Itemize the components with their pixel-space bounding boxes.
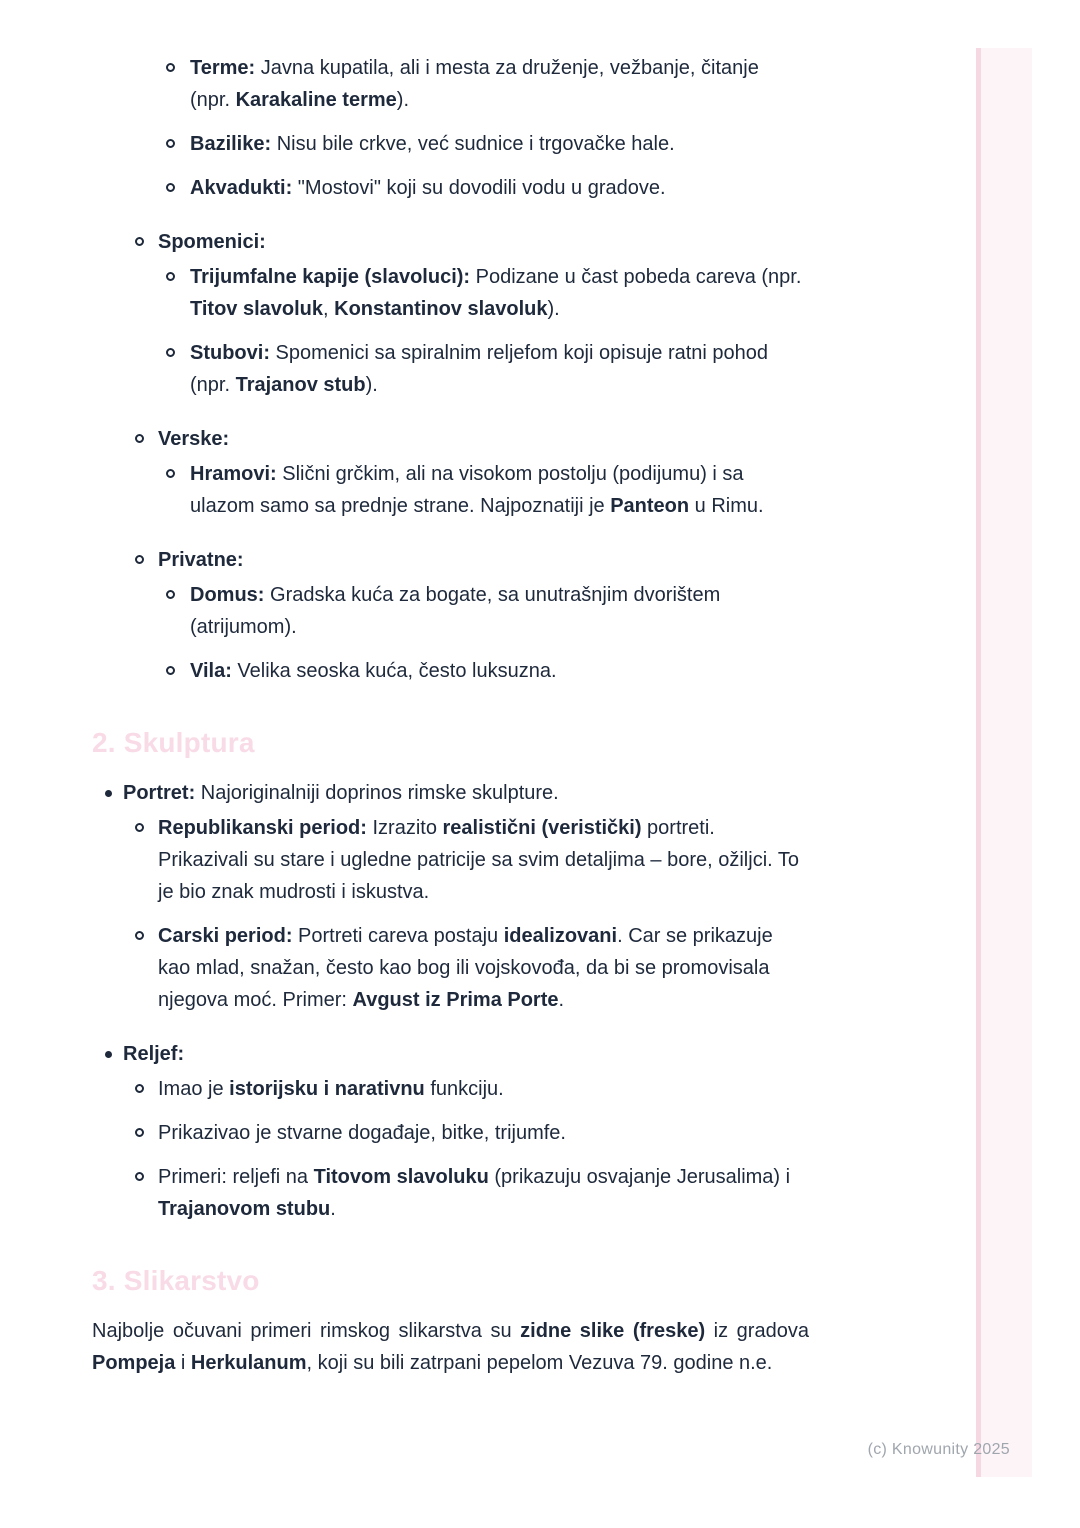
item-text: Hramovi: Slični grčkim, ali na visokom postolju (podijumu) i sa ulazom samo sa prednje strane. Najpoznatiji je Panteon u Rimu. [190,463,764,517]
item-text: Trijumfalne kapije (slavoluci): Podizane u čast pobeda careva (npr. Titov slavoluk, Konstantinov slavoluk). [190,266,802,320]
item-text: Stubovi: Spomenici sa spiralnim reljefom koji opisuje ratni pohod (npr. Trajanov stub). [190,342,769,396]
section-heading-skulptura: 2. Skulptura [92,727,255,758]
list-item [92,655,972,687]
bullet-circle-icon [166,469,175,478]
bullet-circle-icon [135,931,144,940]
list-item [92,920,972,1016]
item-text: Vila: Velika seoska kuća, često luksuzna. [190,660,557,682]
bullet-circle-icon [166,666,175,675]
bullet-circle-icon [166,63,175,72]
item-text: Republikanski period: Izrazito realistični (veristički) portreti. Prikazivali su stare i ugledne patricije sa svim detaljima – bore, ožiljci. To je bio znak mudrosti i iskustva. [158,817,800,903]
item-text: Reljef: [123,1043,185,1065]
bullet-circle-icon [135,237,144,246]
list-item [92,172,972,204]
bullet-circle-icon [166,183,175,192]
list-item [92,1161,972,1225]
item-text: Prikazivao je stvarne događaje, bitke, trijumfe. [158,1122,566,1144]
bullet-circle-icon [166,348,175,357]
paragraph [92,1315,972,1379]
list-item [92,337,972,401]
bullet-circle-icon [166,590,175,599]
list-item [92,128,972,160]
item-text: Imao je istorijsku i narativnu funkciju. [158,1078,504,1100]
bullet-circle-icon [166,139,175,148]
item-text: Domus: Gradska kuća za bogate, sa unutrašnjim dvorištem (atrijumom). [190,584,721,638]
item-text: Privatne: [158,549,244,571]
bullet-circle-icon [166,272,175,281]
bullet-disc-icon [105,790,112,797]
list-item [92,1038,972,1070]
page-edge-strip [976,48,1032,1477]
item-text: Verske: [158,428,230,450]
list-item [92,1117,972,1149]
item-text: Terme: Javna kupatila, ali i mesta za druženje, vežbanje, čitanje (npr. Karakaline terme). [190,57,759,111]
list-item [92,812,972,908]
bullet-circle-icon [135,1128,144,1137]
item-text: Bazilike: Nisu bile crkve, već sudnice i trgovačke hale. [190,133,675,155]
list-item [92,458,972,522]
document-content [92,52,972,1379]
item-text: Carski period: Portreti careva postaju idealizovani. Car se prikazuje kao mlad, snažan, često kao bog ili vojskovođa, da bi se promovisala njegova moć. Primer: Avgust iz Prima Porte. [158,925,773,1011]
item-text: Akvadukti: "Mostovi" koji su dovodili vodu u gradove. [190,177,666,199]
item-text: Primeri: reljefi na Titovom slavoluku (prikazuju osvajanje Jerusalima) i Trajanovom stubu. [158,1166,791,1220]
bullet-circle-icon [135,555,144,564]
bullet-circle-icon [135,434,144,443]
bullet-circle-icon [135,1172,144,1181]
item-text: Najbolje očuvani primeri rimskog slikarstva su zidne slike (freske) iz gradova Pompeja i Herkulanum, koji su bili zatrpani pepelom Vezuva 79. godine n.e. [92,1320,809,1374]
list-item [92,226,972,258]
list-item [92,777,972,809]
item-text: Spomenici: [158,231,266,253]
bullet-circle-icon [135,823,144,832]
bullet-circle-icon [135,1084,144,1093]
list-item [92,423,972,455]
bullet-disc-icon [105,1051,112,1058]
list-item [92,1073,972,1105]
list-item [92,261,972,325]
list-item [92,544,972,576]
item-text: Portret: Najoriginalniji doprinos rimske skulpture. [123,782,559,804]
list-item [92,52,972,116]
section-heading-slikarstvo: 3. Slikarstvo [92,1265,260,1296]
copyright-footer: (c) Knowunity 2025 [867,1441,1010,1458]
list-item [92,579,972,643]
